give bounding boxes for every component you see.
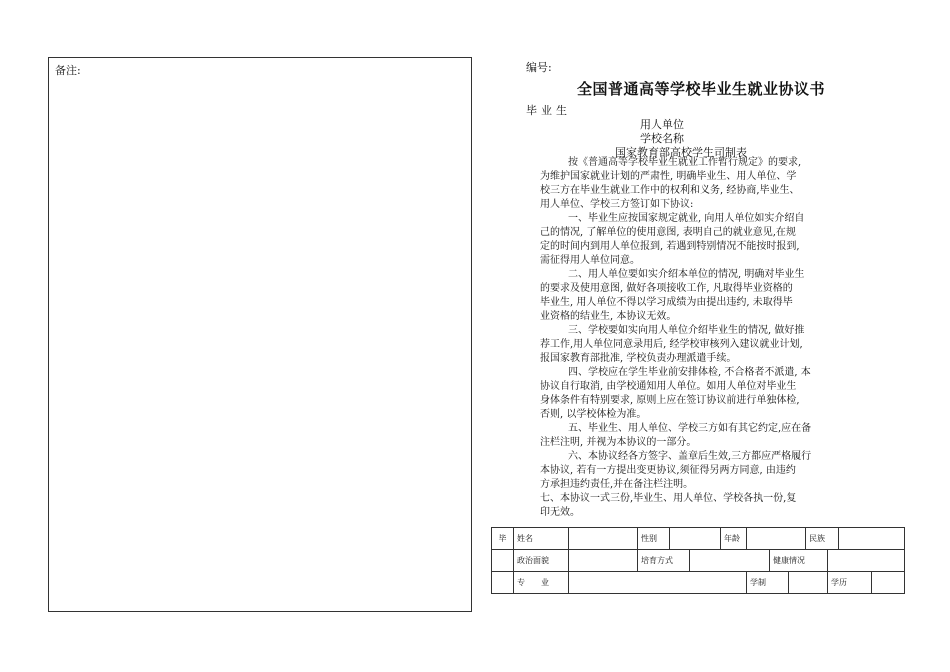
ethnicity-field[interactable] bbox=[839, 528, 905, 550]
health-status-field[interactable] bbox=[828, 550, 905, 572]
body-line: 身体条件有特别要求, 原则上应在签订协议前进行单独体检, bbox=[540, 395, 800, 406]
school-name-label: 学校名称 bbox=[640, 132, 684, 145]
clause-7: 七、本协议一式三份,毕业生、用人单位、学校各执一份,复 bbox=[540, 493, 797, 504]
body-line: 定的时间内到用人单位报到, 若遇到特别情况不能按时报到, bbox=[540, 241, 800, 252]
body-line: 需征得用人单位同意。 bbox=[540, 255, 640, 266]
political-status-field[interactable] bbox=[569, 550, 638, 572]
clause-4: 四、学校应在学生毕业前安排体检, 不合格者不派遣, 本 bbox=[568, 367, 811, 378]
name-field[interactable] bbox=[569, 528, 638, 550]
clause-1: 一、毕业生应按国家规定就业, 向用人单位如实介绍自 bbox=[568, 213, 805, 224]
body-line: 报国家教育部批准, 学校负责办理派遣手续。 bbox=[540, 353, 737, 364]
body-line: 印无效。 bbox=[540, 507, 580, 518]
graduate-label: 毕业生 bbox=[526, 104, 571, 117]
graduate-info-table bbox=[491, 527, 905, 594]
degree-field[interactable] bbox=[872, 572, 905, 594]
training-mode-label: 培育方式 bbox=[638, 550, 690, 572]
remarks-label: 备注: bbox=[55, 64, 81, 77]
body-line: 否则, 以学校体检为准。 bbox=[540, 409, 647, 420]
employer-label: 用人单位 bbox=[640, 118, 684, 131]
health-status-label: 健康情况 bbox=[770, 550, 828, 572]
body-line: 业资格的结业生, 本协议无效。 bbox=[540, 311, 677, 322]
age-field[interactable] bbox=[747, 528, 806, 550]
graduate-side-label: 毕 bbox=[492, 528, 514, 550]
training-mode-field[interactable] bbox=[690, 550, 770, 572]
issuer-line: 国家教育部高校学生司制表 bbox=[615, 146, 747, 159]
side-cell bbox=[492, 550, 514, 572]
body-line: 为维护国家就业计划的严肃性, 明确毕业生、用人单位、学 bbox=[540, 171, 797, 182]
body-line: 的要求及使用意图, 做好各项接收工作, 凡取得毕业资格的 bbox=[540, 283, 793, 294]
age-label: 年龄 bbox=[721, 528, 747, 550]
major-label: 专 业 bbox=[514, 572, 569, 594]
remarks-box bbox=[48, 57, 472, 612]
degree-label: 学历 bbox=[828, 572, 872, 594]
duration-label: 学制 bbox=[747, 572, 789, 594]
clause-3: 三、学校要如实向用人单位介绍毕业生的情况, 做好推 bbox=[568, 325, 805, 336]
body-line: 方承担违约责任,并在备注栏注明。 bbox=[540, 479, 694, 490]
ethnicity-label: 民族 bbox=[806, 528, 839, 550]
body-line: 毕业生, 用人单位不得以学习成绩为由提出违约, 未取得毕 bbox=[540, 297, 793, 308]
major-field[interactable] bbox=[569, 572, 747, 594]
gender-field[interactable] bbox=[670, 528, 721, 550]
clause-5: 五、毕业生、用人单位、学校三方如有其它约定,应在备 bbox=[568, 423, 812, 434]
gender-label: 性别 bbox=[638, 528, 670, 550]
clause-6: 六、本协议经各方签字、盖章后生效,三方都应严格履行 bbox=[568, 451, 812, 462]
side-cell bbox=[492, 572, 514, 594]
clause-2: 二、用人单位要如实介绍本单位的情况, 明确对毕业生 bbox=[568, 269, 805, 280]
serial-number-label: 编号: bbox=[526, 61, 552, 74]
name-label: 姓名 bbox=[514, 528, 569, 550]
document-title: 全国普通高等学校毕业生就业协议书 bbox=[577, 80, 826, 98]
body-line: 荐工作,用人单位同意录用后, 经学校审核列入建议就业计划, bbox=[540, 339, 803, 350]
body-line: 校三方在毕业生就业工作中的权利和义务, 经协商,毕业生、 bbox=[540, 185, 800, 196]
body-line: 本协议, 若有一方提出变更协议,须征得另两方同意, 由违约 bbox=[540, 465, 796, 476]
body-line: 用人单位、学校三方签订如下协议: bbox=[540, 199, 694, 210]
body-line: 注栏注明, 并视为本协议的一部分。 bbox=[540, 437, 697, 448]
body-line: 己的情况, 了解单位的使用意图, 表明自己的就业意见,在规 bbox=[540, 227, 796, 238]
body-line: 协议自行取消, 由学校通知用人单位。如用人单位对毕业生 bbox=[540, 381, 797, 392]
political-status-label: 政治面貌 bbox=[514, 550, 569, 572]
body-line: 按《普通高等学校毕业生就业工作暂行规定》的要求, bbox=[568, 157, 802, 168]
duration-field[interactable] bbox=[789, 572, 828, 594]
